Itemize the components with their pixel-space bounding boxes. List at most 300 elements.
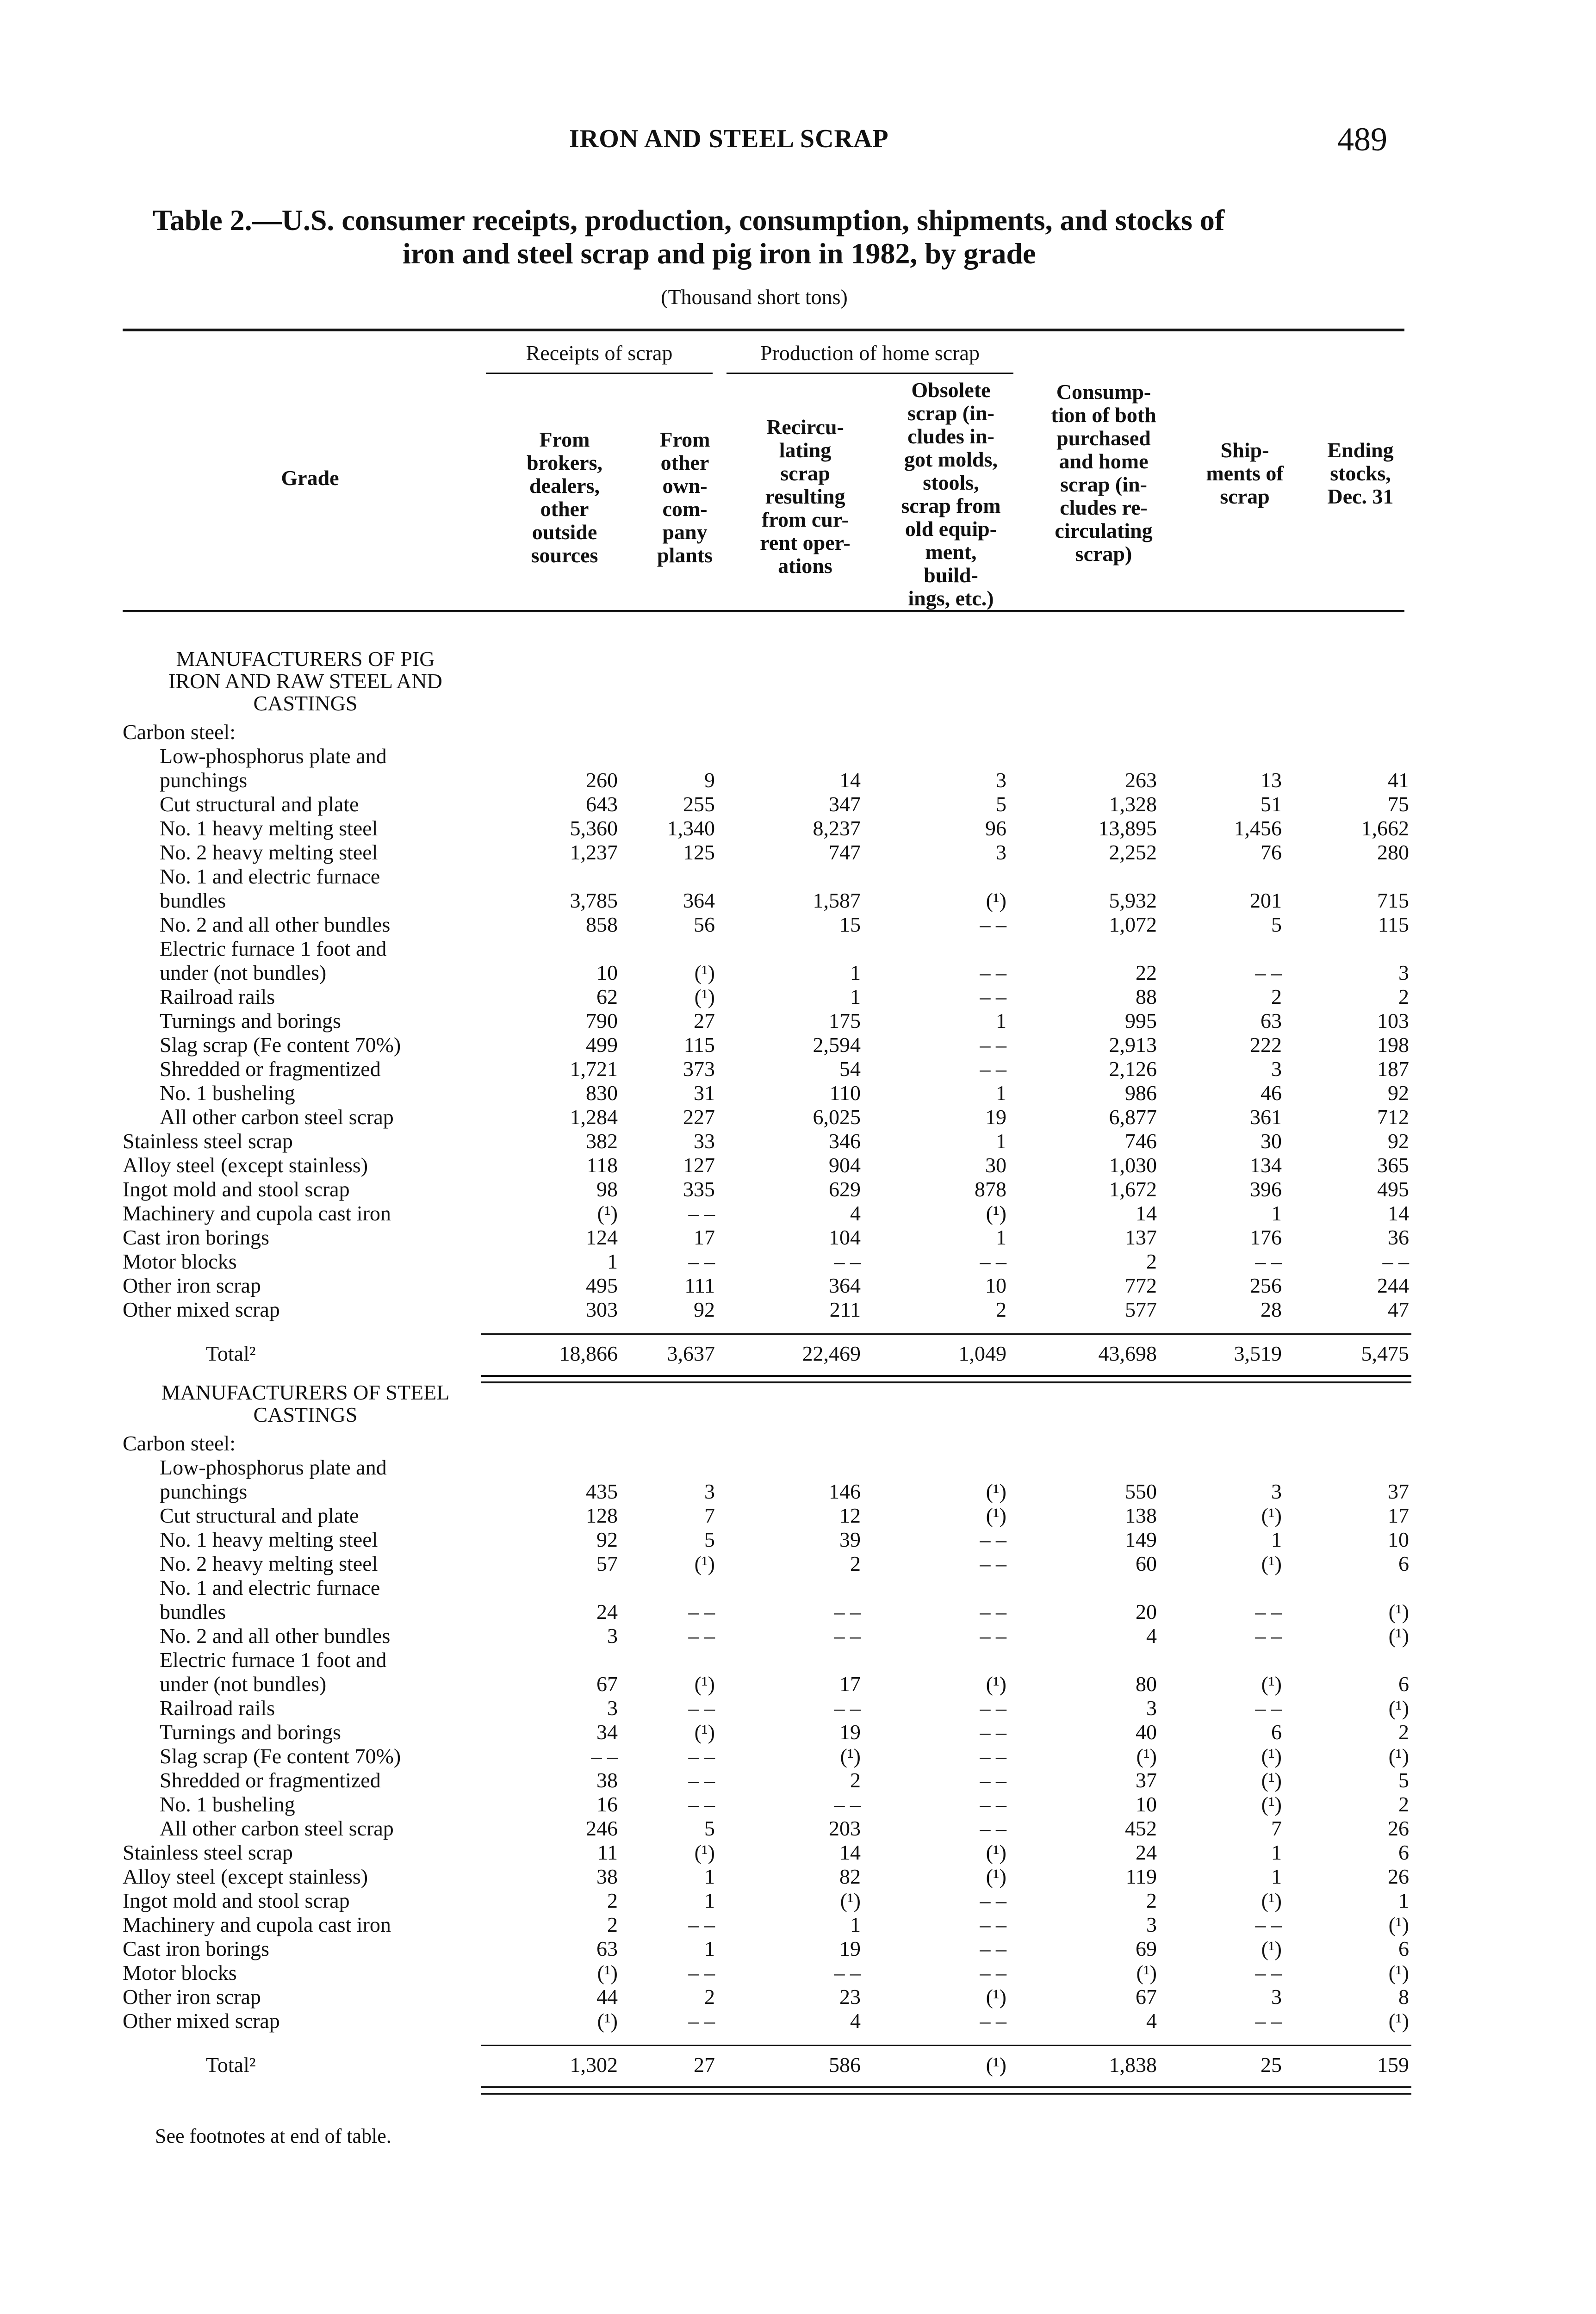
table-cell: 246: [586, 1816, 618, 1840]
table-cell: (¹): [1261, 1504, 1282, 1527]
table-cell: 347: [829, 792, 861, 816]
table-cell: 38: [596, 1768, 618, 1792]
table-cell: 198: [1377, 1033, 1409, 1057]
table-cell: (¹): [1136, 1961, 1157, 1984]
table-cell: 3: [1398, 961, 1409, 984]
production-group-rule: [727, 373, 1013, 374]
table-cell: 13,895: [1098, 816, 1157, 840]
table-cell: (¹): [1388, 1624, 1409, 1648]
row-label: No. 1 heavy melting steel: [160, 816, 378, 840]
table-cell: – –: [834, 1600, 861, 1624]
table-cell: – –: [980, 1624, 1006, 1648]
table-cell: (¹): [694, 1720, 715, 1744]
table-cell: – –: [980, 1600, 1006, 1624]
table-cell: 3: [1271, 1985, 1282, 2009]
row-label: Cut structural and plate: [160, 792, 359, 816]
table-cell: 303: [586, 1298, 618, 1321]
page-number: 489: [1337, 121, 1387, 158]
row-label: Cast iron borings: [123, 1225, 269, 1249]
table-cell: – –: [688, 1792, 715, 1816]
table-units: (Thousand short tons): [661, 285, 848, 309]
table-cell: 3: [996, 840, 1006, 864]
table-cell: 82: [839, 1865, 861, 1888]
table-cell: 27: [694, 1009, 715, 1033]
table-cell: 1,072: [1109, 913, 1157, 936]
table-cell: 40: [1136, 1720, 1157, 1744]
table-cell: (¹): [986, 1865, 1006, 1888]
total-bottom-rule: [481, 2086, 1411, 2088]
table-cell: 46: [1261, 1081, 1282, 1105]
table-cell: – –: [980, 961, 1006, 984]
table-cell: 6: [1398, 1672, 1409, 1696]
row-label: Electric furnace 1 foot and under (not bundles): [160, 1648, 387, 1696]
table-cell: (¹): [1261, 1552, 1282, 1575]
row-label: No. 2 heavy melting steel: [160, 1552, 378, 1575]
table-cell: 373: [683, 1057, 715, 1081]
table-cell: 36: [1388, 1225, 1409, 1249]
table-cell: 365: [1377, 1153, 1409, 1177]
table-cell: 280: [1377, 840, 1409, 864]
table-title-line2: iron and steel scrap and pig iron in 1982, by grade: [403, 237, 1036, 270]
table-cell: 37: [1136, 1768, 1157, 1792]
table-cell: – –: [1255, 1600, 1282, 1624]
row-label: Shredded or fragmentized: [160, 1057, 381, 1081]
group-header-receipts: Receipts of scrap: [526, 341, 673, 365]
table-cell: – –: [834, 1624, 861, 1648]
total-top-rule: [481, 1333, 1411, 1335]
table-cell: 6,025: [813, 1105, 861, 1129]
table-cell: 790: [586, 1009, 618, 1033]
table-cell: (¹): [1388, 1744, 1409, 1768]
total-cell: 22,469: [802, 1342, 861, 1365]
col-header-brokers: From brokers, dealers, other outside sources: [527, 428, 602, 567]
total-cell: 159: [1377, 2053, 1409, 2077]
table-cell: 5: [996, 792, 1006, 816]
table-cell: 5,932: [1109, 889, 1157, 912]
table-cell: 24: [596, 1600, 618, 1624]
table-cell: – –: [980, 1552, 1006, 1575]
table-cell: 124: [586, 1225, 618, 1249]
total-cell: 3,519: [1234, 1342, 1282, 1365]
table-cell: 1: [996, 1129, 1006, 1153]
table-cell: 1: [1398, 1889, 1409, 1912]
table-cell: 17: [839, 1672, 861, 1696]
row-label: Other iron scrap: [123, 1985, 261, 2009]
table-cell: 995: [1125, 1009, 1157, 1033]
table-cell: 38: [596, 1865, 618, 1888]
table-cell: 211: [829, 1298, 861, 1321]
row-label: Cast iron borings: [123, 1937, 269, 1960]
table-cell: (¹): [1261, 1937, 1282, 1960]
table-cell: 396: [1250, 1177, 1282, 1201]
table-cell: – –: [980, 1961, 1006, 1984]
table-cell: 15: [839, 913, 861, 936]
table-cell: – –: [980, 1250, 1006, 1273]
table-cell: 22: [1136, 961, 1157, 984]
table-cell: 746: [1125, 1129, 1157, 1153]
row-label: Cut structural and plate: [160, 1504, 359, 1527]
table-cell: 6: [1398, 1841, 1409, 1864]
row-label: Machinery and cupola cast iron: [123, 1201, 391, 1225]
table-cell: (¹): [694, 985, 715, 1008]
table-cell: 10: [1136, 1792, 1157, 1816]
table-cell: 2: [1146, 1889, 1157, 1912]
table-cell: 1: [850, 961, 861, 984]
row-label: No. 1 and electric furnace bundles: [160, 1576, 380, 1624]
table-cell: 47: [1388, 1298, 1409, 1321]
table-cell: 346: [829, 1129, 861, 1153]
table-cell: 550: [1125, 1480, 1157, 1503]
table-cell: 19: [839, 1937, 861, 1960]
table-cell: 11: [597, 1841, 618, 1864]
table-cell: – –: [980, 913, 1006, 936]
table-cell: – –: [980, 1057, 1006, 1081]
row-label: No. 1 busheling: [160, 1792, 295, 1816]
table-cell: (¹): [1388, 1696, 1409, 1720]
col-header-stocks: Ending stocks, Dec. 31: [1327, 438, 1394, 508]
table-cell: 175: [829, 1009, 861, 1033]
table-cell: 115: [683, 1033, 715, 1057]
table-cell: 4: [1146, 2009, 1157, 2033]
table-cell: 8: [1398, 1985, 1409, 2009]
table-cell: – –: [980, 1792, 1006, 1816]
table-cell: 103: [1377, 1009, 1409, 1033]
table-cell: – –: [834, 1792, 861, 1816]
row-label: No. 2 and all other bundles: [160, 913, 391, 936]
col-header-other-plants: From other own- com- pany plants: [657, 428, 713, 567]
row-label: Other mixed scrap: [123, 2009, 280, 2033]
total-cell: 586: [829, 2053, 861, 2077]
table-cell: 747: [829, 840, 861, 864]
col-header-grade: Grade: [281, 466, 339, 490]
table-cell: 30: [985, 1153, 1006, 1177]
table-cell: 256: [1250, 1274, 1282, 1297]
row-label: No. 2 heavy melting steel: [160, 840, 378, 864]
table-cell: 60: [1136, 1552, 1157, 1575]
table-cell: 88: [1136, 985, 1157, 1008]
table-cell: 2,126: [1109, 1057, 1157, 1081]
table-cell: 2: [607, 1913, 618, 1936]
row-label: Railroad rails: [160, 1696, 275, 1720]
table-cell: 134: [1250, 1153, 1282, 1177]
table-cell: 149: [1125, 1528, 1157, 1551]
table-cell: (¹): [986, 1841, 1006, 1864]
col-header-obsolete: Obsolete scrap (in- cludes in- got molds, stools, scrap from old equip- ment, build- ings, etc.): [901, 378, 1001, 610]
table-cell: – –: [980, 2009, 1006, 2033]
table-cell: 119: [1125, 1865, 1157, 1888]
row-label: Ingot mold and stool scrap: [123, 1177, 350, 1201]
table-cell: (¹): [986, 1480, 1006, 1503]
table-cell: 96: [985, 816, 1006, 840]
table-cell: – –: [1255, 1913, 1282, 1936]
row-label: No. 1 heavy melting steel: [160, 1528, 378, 1551]
table-cell: 3: [1146, 1913, 1157, 1936]
table-cell: – –: [688, 1744, 715, 1768]
table-cell: 7: [1271, 1816, 1282, 1840]
table-cell: (¹): [1261, 1672, 1282, 1696]
table-cell: (¹): [694, 1672, 715, 1696]
table-cell: – –: [1382, 1250, 1409, 1273]
total-label: Total²: [206, 1342, 256, 1365]
row-label: Motor blocks: [123, 1961, 237, 1984]
table-cell: 2: [607, 1889, 618, 1912]
table-cell: 98: [596, 1177, 618, 1201]
table-cell: 3: [996, 768, 1006, 792]
table-cell: 904: [829, 1153, 861, 1177]
section-title-pig-iron: MANUFACTURERS OF PIG IRON AND RAW STEEL AND CASTINGS: [168, 647, 442, 715]
total-label: Total²: [206, 2053, 256, 2077]
table-cell: 1,030: [1109, 1153, 1157, 1177]
table-cell: 435: [586, 1480, 618, 1503]
table-cell: 3: [1146, 1696, 1157, 1720]
table-cell: (¹): [1261, 1768, 1282, 1792]
table-cell: 110: [829, 1081, 861, 1105]
table-cell: (¹): [694, 961, 715, 984]
table-cell: 1: [850, 985, 861, 1008]
table-cell: 1: [704, 1937, 715, 1960]
table-cell: (¹): [1261, 1744, 1282, 1768]
table-cell: 6: [1398, 1552, 1409, 1575]
table-cell: 263: [1125, 768, 1157, 792]
table-cell: – –: [1255, 1961, 1282, 1984]
table-cell: – –: [688, 1624, 715, 1648]
table-cell: – –: [980, 1720, 1006, 1744]
table-cell: 7: [704, 1504, 715, 1527]
table-cell: 26: [1388, 1865, 1409, 1888]
table-cell: 125: [683, 840, 715, 864]
total-cell: 18,866: [559, 1342, 618, 1365]
table-cell: 712: [1377, 1105, 1409, 1129]
top-rule: [123, 329, 1404, 331]
table-cell: – –: [980, 1696, 1006, 1720]
row-label: All other carbon steel scrap: [160, 1816, 394, 1840]
table-cell: 118: [586, 1153, 618, 1177]
table-cell: 30: [1261, 1129, 1282, 1153]
table-cell: 19: [985, 1105, 1006, 1129]
table-cell: 495: [586, 1274, 618, 1297]
table-cell: 499: [586, 1033, 618, 1057]
total-bottom-rule: [481, 1375, 1411, 1377]
table-cell: – –: [980, 1768, 1006, 1792]
table-cell: 13: [1261, 768, 1282, 792]
table-cell: – –: [591, 1744, 618, 1768]
table-cell: 2,913: [1109, 1033, 1157, 1057]
table-cell: 629: [829, 1177, 861, 1201]
table-cell: 1,328: [1109, 792, 1157, 816]
table-cell: 2: [850, 1768, 861, 1792]
table-cell: 44: [596, 1985, 618, 2009]
table-cell: 1,456: [1234, 816, 1282, 840]
total-bottom-rule: [481, 1381, 1411, 1383]
row-label: Railroad rails: [160, 985, 275, 1008]
table-cell: 138: [1125, 1504, 1157, 1527]
table-cell: 67: [596, 1672, 618, 1696]
row-label: Stainless steel scrap: [123, 1841, 293, 1864]
table-cell: 14: [839, 768, 861, 792]
table-cell: 3: [607, 1696, 618, 1720]
table-cell: (¹): [1261, 1889, 1282, 1912]
total-bottom-rule: [481, 2093, 1411, 2095]
table-cell: 137: [1125, 1225, 1157, 1249]
table-cell: (¹): [986, 1201, 1006, 1225]
table-cell: 146: [829, 1480, 861, 1503]
table-cell: 39: [839, 1528, 861, 1551]
table-cell: 20: [1136, 1600, 1157, 1624]
section-title-steel-castings: MANUFACTURERS OF STEEL CASTINGS: [161, 1381, 450, 1426]
table-cell: (¹): [1388, 1961, 1409, 1984]
total-cell: 27: [694, 2053, 715, 2077]
table-title: [153, 204, 1448, 270]
table-cell: 19: [839, 1720, 861, 1744]
table-cell: – –: [688, 1696, 715, 1720]
table-cell: 1: [996, 1081, 1006, 1105]
table-cell: – –: [980, 1913, 1006, 1936]
table-cell: 5: [704, 1816, 715, 1840]
table-cell: 128: [586, 1504, 618, 1527]
table-cell: (¹): [597, 2009, 618, 2033]
table-cell: 1: [996, 1009, 1006, 1033]
table-cell: 5,360: [570, 816, 618, 840]
table-cell: – –: [688, 2009, 715, 2033]
table-cell: 1,721: [570, 1057, 618, 1081]
row-label: Low-phosphorus plate and punchings: [160, 744, 387, 792]
total-cell: 25: [1261, 2053, 1282, 2077]
row-label: Alloy steel (except stainless): [123, 1153, 368, 1177]
table-cell: 1,587: [813, 889, 861, 912]
table-cell: 176: [1250, 1225, 1282, 1249]
row-label: Machinery and cupola cast iron: [123, 1913, 391, 1936]
table-cell: 1,672: [1109, 1177, 1157, 1201]
table-cell: 1,237: [570, 840, 618, 864]
table-cell: 6: [1398, 1937, 1409, 1960]
table-cell: 24: [1136, 1841, 1157, 1864]
table-cell: 203: [829, 1816, 861, 1840]
table-cell: 643: [586, 792, 618, 816]
table-cell: 1: [996, 1225, 1006, 1249]
table-cell: 361: [1250, 1105, 1282, 1129]
row-label: All other carbon steel scrap: [160, 1105, 394, 1129]
table-cell: 51: [1261, 792, 1282, 816]
table-cell: (¹): [694, 1552, 715, 1575]
table-cell: 878: [975, 1177, 1006, 1201]
table-cell: 5: [1271, 913, 1282, 936]
table-cell: 715: [1377, 889, 1409, 912]
table-cell: 452: [1125, 1816, 1157, 1840]
col-header-recirculating: Recircu- lating scrap resulting from cur- rent oper- ations: [760, 415, 851, 578]
row-label: Turnings and borings: [160, 1009, 341, 1033]
table-cell: – –: [1255, 961, 1282, 984]
table-cell: 3: [607, 1624, 618, 1648]
table-cell: 17: [1388, 1504, 1409, 1527]
table-cell: 41: [1388, 768, 1409, 792]
table-cell: (¹): [986, 1672, 1006, 1696]
group-header-production: Production of home scrap: [760, 341, 980, 365]
table-cell: 364: [683, 889, 715, 912]
table-cell: 75: [1388, 792, 1409, 816]
table-cell: – –: [980, 985, 1006, 1008]
row-label: Other mixed scrap: [123, 1298, 280, 1321]
table-cell: 63: [596, 1937, 618, 1960]
table-cell: 9: [704, 768, 715, 792]
table-cell: (¹): [1388, 1600, 1409, 1624]
table-cell: – –: [688, 1913, 715, 1936]
row-label: Carbon steel:: [123, 1431, 236, 1455]
table-cell: – –: [688, 1961, 715, 1984]
table-cell: 577: [1125, 1298, 1157, 1321]
row-label: Slag scrap (Fe content 70%): [160, 1744, 401, 1768]
total-cell: 3,637: [667, 1342, 715, 1365]
table-cell: 57: [596, 1552, 618, 1575]
row-label: Electric furnace 1 foot and under (not bundles): [160, 937, 387, 984]
table-cell: 1: [1271, 1865, 1282, 1888]
table-cell: 201: [1250, 889, 1282, 912]
row-label: Shredded or fragmentized: [160, 1768, 381, 1792]
total-cell: 5,475: [1361, 1342, 1409, 1365]
table-cell: 364: [829, 1274, 861, 1297]
row-label: Alloy steel (except stainless): [123, 1865, 368, 1888]
table-cell: 1: [850, 1913, 861, 1936]
table-cell: 14: [1136, 1201, 1157, 1225]
table-cell: 76: [1261, 840, 1282, 864]
table-cell: 34: [596, 1720, 618, 1744]
table-cell: – –: [688, 1600, 715, 1624]
table-cell: (¹): [1388, 1913, 1409, 1936]
table-cell: 63: [1261, 1009, 1282, 1033]
table-cell: 2: [996, 1298, 1006, 1321]
table-cell: 10: [1388, 1528, 1409, 1551]
table-cell: 37: [1388, 1480, 1409, 1503]
table-cell: – –: [834, 1696, 861, 1720]
table-cell: 1: [1271, 1528, 1282, 1551]
table-cell: 54: [839, 1057, 861, 1081]
total-cell: 43,698: [1098, 1342, 1157, 1365]
table-cell: 31: [694, 1081, 715, 1105]
table-cell: (¹): [1388, 2009, 1409, 2033]
table-cell: 8,237: [813, 816, 861, 840]
table-title-line1: Table 2.—U.S. consumer receipts, production, consumption, shipments, and stocks of: [153, 204, 1225, 236]
table-cell: 111: [684, 1274, 715, 1297]
table-cell: 14: [839, 1841, 861, 1864]
table-cell: 1: [607, 1250, 618, 1273]
total-cell: (¹): [986, 2053, 1006, 2077]
table-cell: 2: [1398, 985, 1409, 1008]
running-head: IRON AND STEEL SCRAP: [569, 124, 889, 153]
table-cell: 28: [1261, 1298, 1282, 1321]
table-cell: 10: [596, 961, 618, 984]
table-cell: – –: [980, 1033, 1006, 1057]
footnote: See footnotes at end of table.: [155, 2125, 391, 2147]
table-cell: 1: [1271, 1841, 1282, 1864]
table-cell: (¹): [986, 889, 1006, 912]
table-cell: 2: [850, 1552, 861, 1575]
table-cell: – –: [688, 1768, 715, 1792]
table-cell: 80: [1136, 1672, 1157, 1696]
table-cell: – –: [688, 1250, 715, 1273]
table-cell: (¹): [986, 1504, 1006, 1527]
table-cell: (¹): [597, 1961, 618, 1984]
table-cell: (¹): [597, 1201, 618, 1225]
total-cell: 1,049: [958, 1342, 1006, 1365]
table-cell: 69: [1136, 1937, 1157, 1960]
table-cell: 4: [850, 1201, 861, 1225]
row-label: No. 1 busheling: [160, 1081, 295, 1105]
table-cell: 6,877: [1109, 1105, 1157, 1129]
table-cell: 62: [596, 985, 618, 1008]
table-cell: 1,662: [1361, 816, 1409, 840]
table-cell: 1: [704, 1889, 715, 1912]
table-cell: 187: [1377, 1057, 1409, 1081]
table-cell: 3: [1271, 1480, 1282, 1503]
